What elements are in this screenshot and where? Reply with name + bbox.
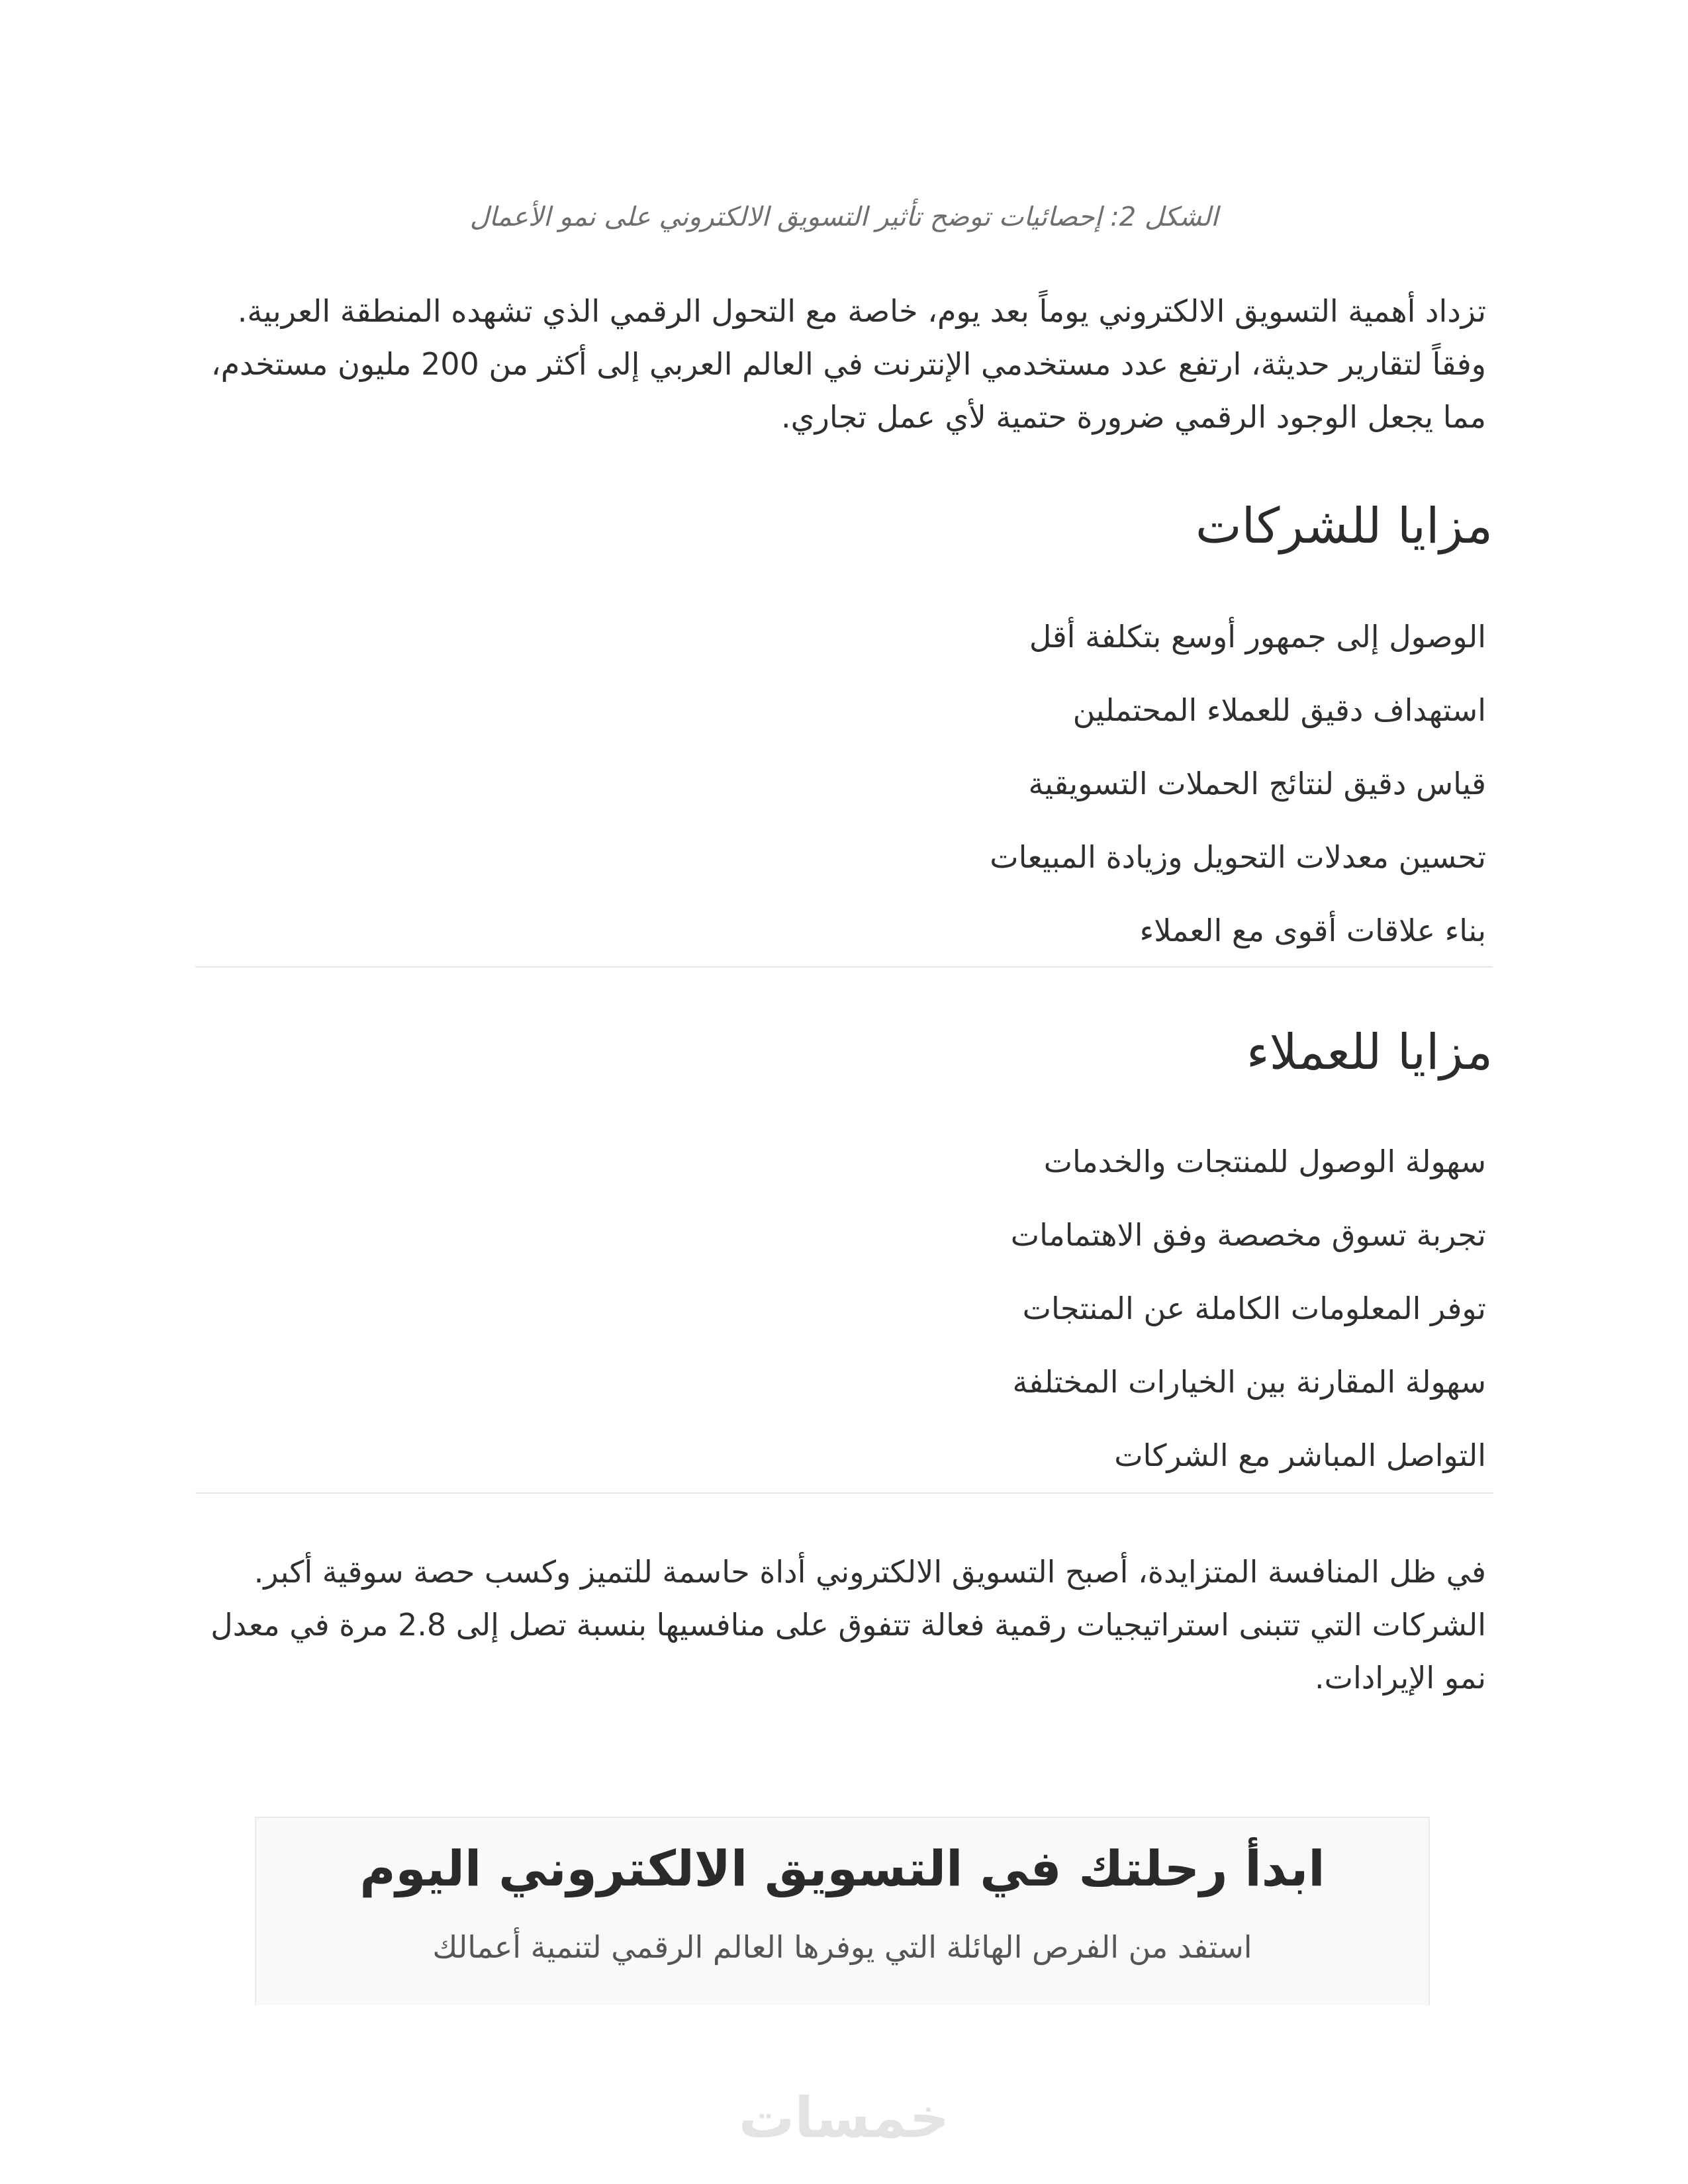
list-item: سهولة المقارنة بين الخيارات المختلفة	[1012, 1364, 1486, 1400]
customer-benefits-list	[195, 1125, 1493, 1492]
customer-benefits-heading: مزايا للعملاء	[1246, 1024, 1493, 1081]
call-to-action-box	[255, 1817, 1430, 2005]
list-item: سهولة الوصول للمنتجات والخدمات	[1043, 1144, 1486, 1179]
cta-subtitle: استفد من الفرص الهائلة التي يوفرها العالم الرقمي لتنمية أعمالك	[432, 1929, 1252, 1965]
section-divider	[195, 966, 1493, 968]
section-divider	[195, 1492, 1493, 1494]
list-item: تجربة تسوق مخصصة وفق الاهتمامات	[1010, 1217, 1486, 1253]
business-benefits-section	[195, 493, 1493, 559]
business-benefits-list	[195, 600, 1493, 968]
list-item: بناء علاقات أقوى مع العملاء	[1139, 913, 1486, 948]
section-divider-wrap	[195, 966, 1493, 968]
figure-caption: الشكل 2: إحصائيات توضح تأثير التسويق الالكتروني على نمو الأعمال	[469, 202, 1219, 232]
customer-benefits-section	[195, 1019, 1493, 1085]
closing-content	[195, 1545, 1493, 1704]
customer-benefits-list-wrap	[195, 1125, 1493, 1492]
list-item: قياس دقيق لنتائج الحملات التسويقية	[1028, 766, 1486, 801]
business-benefits-heading: مزايا للشركات	[1195, 498, 1493, 555]
list-item: استهداف دقيق للعملاء المحتملين	[1072, 692, 1486, 728]
list-item: تحسين معدلات التحويل وزيادة المبيعات	[990, 839, 1486, 875]
list-item: توفر المعلومات الكاملة عن المنتجات	[1022, 1291, 1486, 1326]
list-item: الوصول إلى جمهور أوسع بتكلفة أقل	[1029, 619, 1486, 655]
list-item: التواصل المباشر مع الشركات	[1114, 1437, 1486, 1473]
business-benefits-list-wrap	[195, 600, 1493, 968]
closing-paragraph: في ظل المنافسة المتزايدة، أصبح التسويق الالكتروني أداة حاسمة للتميز وكسب حصة سوقية أكبر. الشركات التي تتبنى استراتيجيات رقمية فعالة تتفوق على منافسيها بنسبة تصل إلى 2.8 مرة في معدل نمو الإيرادات.	[211, 1554, 1486, 1696]
khamsat-logo: خمسات	[738, 2085, 950, 2150]
cta-title: ابدأ رحلتك في التسويق الالكتروني اليوم	[359, 1841, 1325, 1897]
intro-paragraph: تزداد أهمية التسويق الالكتروني يوماً بعد يوم، خاصة مع التحول الرقمي الذي تشهده المنطقة العربية. وفقاً لتقارير حديثة، ارتفع عدد مستخدمي الإنترنت في العالم العربي إلى أكثر من 200 مليون مستخدم، مما يجعل الوجود الرقمي ضرورة حتمية لأي عمل تجاري.	[211, 293, 1486, 435]
main-content	[195, 285, 1493, 443]
section-divider-wrap	[195, 1492, 1493, 1494]
